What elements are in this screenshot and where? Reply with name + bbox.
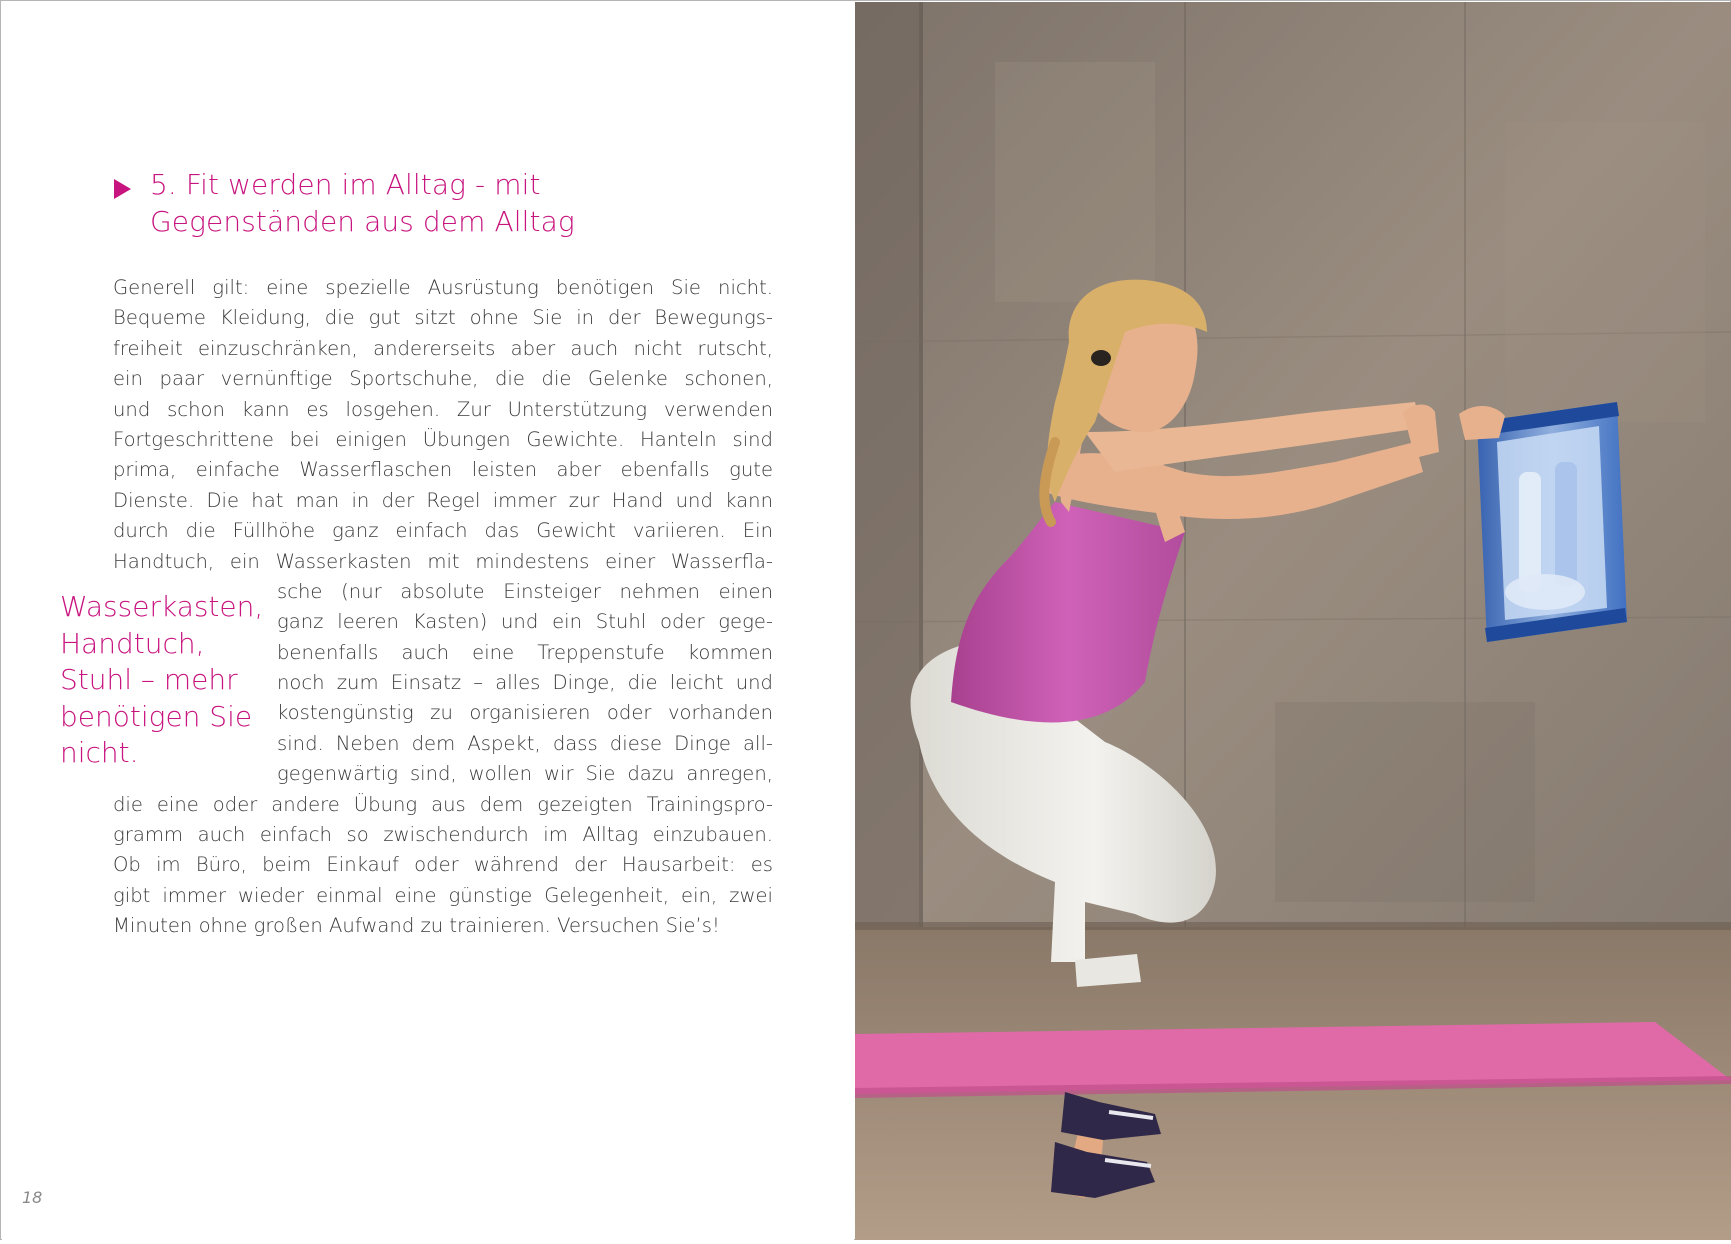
section-heading — [114, 166, 754, 240]
body-line: sind. Neben dem Aspekt, dass diese Dinge all- — [277, 731, 773, 755]
body-line: benenfalls auch eine Treppenstufe kommen — [277, 640, 773, 664]
body-line: die eine oder andere Übung aus dem gezeigten Trainingspro- — [113, 792, 773, 816]
body-line: kostengünstig zu organisieren oder vorhanden — [277, 701, 773, 725]
body-line: prima, einfache Wasserflaschen leisten aber ebenfalls gute — [113, 458, 773, 482]
body-line: freiheit einzuschränken, andererseits aber auch nicht rutscht, — [113, 336, 773, 360]
body-line: Generell gilt: eine spezielle Ausrüstung benötigen Sie nicht. — [113, 276, 773, 299]
heading-title — [114, 166, 754, 240]
body-line: ein paar vernünftige Sportschuhe, die die Gelenke schonen, — [113, 367, 773, 391]
body-line: durch die Füllhöhe ganz einfach das Gewicht variieren. Ein — [113, 519, 773, 543]
body-line: Fortgeschrittene bei einigen Übungen Gewichte. Hanteln sind — [113, 427, 773, 451]
exercise-photo — [855, 2, 1731, 1240]
body-line: noch zum Einsatz – alles Dinge, die leicht und — [277, 671, 773, 695]
body-line: und schon kann es losgehen. Zur Unterstützung verwenden — [113, 397, 773, 421]
exercise-photo-illustration — [855, 2, 1731, 1240]
pull-quote-line: Stuhl – mehr — [60, 663, 238, 696]
body-line: gramm auch einfach so zwischendurch im Alltag einzubauen. — [113, 823, 773, 847]
left-page — [2, 2, 854, 1240]
body-line: Dienste. Die hat man in der Regel immer zur Hand und kann — [113, 488, 773, 512]
body-line: Handtuch, ein Wasserkasten mit mindestens einer Wasserfla- — [113, 549, 773, 573]
pull-quote — [60, 589, 272, 772]
triangle-right-icon — [114, 179, 131, 199]
pull-quote-line: Handtuch, — [60, 626, 205, 660]
heading-line: 5. Fit werden im Alltag - mit — [150, 168, 541, 201]
body-line: Minuten ohne großen Aufwand zu trainieren. Versuchen Sie’s! — [113, 914, 720, 938]
page-number: 18 — [22, 1188, 43, 1207]
pull-quote-line: nicht. — [60, 736, 139, 769]
body-line: gegenwärtig sind, wollen wir Sie dazu anregen, — [277, 762, 773, 786]
body-line: Ob im Büro, beim Einkauf oder während der Hausarbeit: es — [113, 853, 773, 877]
heading-line: Gegenständen aus dem Alltag — [150, 205, 575, 238]
body-line: sche (nur absolute Einsteiger nehmen einen — [277, 579, 773, 603]
body-line: Bequeme Kleidung, die gut sitzt ohne Sie in der Bewegungs- — [113, 306, 773, 330]
pull-quote-line: Wasserkasten, — [60, 590, 264, 623]
pull-quote-line: benötigen Sie — [60, 699, 253, 733]
body-line: ganz leeren Kasten) und ein Stuhl oder gege- — [277, 610, 773, 634]
body-line: gibt immer wieder einmal eine günstige Gelegenheit, ein, zwei — [113, 883, 773, 907]
